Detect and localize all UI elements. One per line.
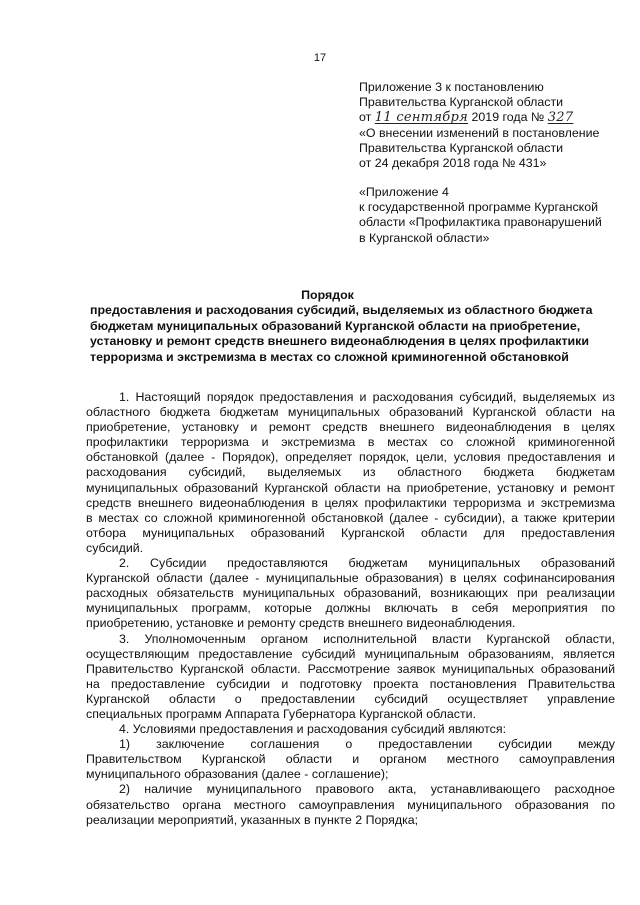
paragraph (86, 737, 615, 782)
appendix-line: «О внесении изменений в постановление (359, 125, 600, 140)
handwritten-number: 327 (547, 110, 574, 126)
paragraph-line: специальных программ Аппарата Губернатора Курганской области. (86, 706, 477, 721)
paragraph-line: Правительство Курганской области. Рассмотрение заявок муниципальных образований (86, 661, 615, 676)
paragraph-line: приобретению, установке и ремонту средств внешнего видеонаблюдения. (86, 616, 516, 631)
paragraph-line: профилактики терроризма и экстремизма в местах со сложной криминогенной (86, 435, 615, 450)
paragraph-line: обстановкой (далее - Порядок), определяет порядок, цели, условия предоставления и (86, 450, 615, 465)
paragraph (86, 556, 615, 631)
paragraph-line: Курганской области (далее - муниципальные образования) в целях софинансирования (86, 571, 615, 586)
date-prefix: от (359, 110, 372, 125)
paragraph-line: субсидий. (86, 540, 144, 555)
title-line: установку и ремонт средств внешнего видеонаблюдения в целях профилактики (90, 334, 589, 349)
title-line: предоставления и расходования субсидий, выделяемых из областного бюджета (90, 303, 593, 318)
paragraph-line: обязательство органа местного самоуправления муниципального образования по (86, 797, 615, 812)
program-line: к государственной программе Курганской (359, 200, 599, 215)
program-header (359, 185, 629, 246)
paragraph-line: на предоставление субсидии и подготовку проекта постановления Правительства (86, 676, 615, 691)
paragraph-line: 2) наличие муниципального правового акта, устанавливающего расходное (119, 782, 615, 797)
appendix-header (359, 80, 629, 171)
paragraph-line: областного бюджета бюджетам муниципальных образований Курганской области на (86, 405, 615, 420)
paragraph (86, 782, 615, 827)
title-line: терроризма и экстремизма в местах со сложной криминогенной обстановкой (90, 349, 569, 364)
paragraph-line: в местах со сложной криминогенной обстановкой (далее - субсидии), а также критерии (86, 510, 615, 525)
document-title (90, 288, 593, 365)
paragraph-line: отбора муниципальных образований Курганской области для предоставления (86, 525, 615, 540)
program-line: области «Профилактика правонарушений (359, 215, 602, 230)
appendix-line: Приложение 3 к постановлению (359, 80, 544, 94)
date-middle: 2019 года № (471, 110, 545, 125)
program-line: в Курганской области» (359, 230, 490, 245)
paragraph-line: средств внешнего видеонаблюдения в целях профилактики терроризма и экстремизма (86, 495, 615, 510)
paragraph-line: 4. Условиями предоставления и расходования субсидий являются: (119, 722, 507, 737)
paragraph-line: муниципальных программ, которые должны включать в себя мероприятия по (86, 601, 615, 616)
title-line: Порядок (301, 288, 354, 302)
appendix-date-line (359, 110, 629, 125)
appendix-line: Правительства Курганской области (359, 95, 564, 110)
paragraph-line: приобретение, установку и ремонт средств внешнего видеонаблюдения в целях (86, 420, 615, 435)
paragraph-line: реализации мероприятий, указанных в пункте 2 Порядка; (86, 812, 419, 827)
appendix-line: Правительства Курганской области (359, 140, 564, 155)
title-line: бюджетам муниципальных образований Курганской области на приобретение, (90, 318, 581, 333)
paragraph-line: 1) заключение соглашения о предоставлении субсидии между (119, 737, 615, 752)
paragraph-line: осуществляющим предоставление субсидий муниципальным образованиям, является (86, 646, 615, 661)
paragraph-line: 3. Уполномоченным органом исполнительной власти Курганской области, (119, 631, 615, 646)
program-line: «Приложение 4 (359, 185, 449, 199)
page-number: 17 (313, 52, 327, 64)
paragraph (86, 722, 615, 737)
paragraph-line: 2. Субсидии предоставляются бюджетам муниципальных образований (119, 556, 615, 571)
paragraph-line: Правительством Курганской области и органом местного самоуправления (86, 752, 615, 767)
paragraph-line: расходования субсидий, выделяемых из областного бюджета бюджетам (86, 465, 615, 480)
paragraph-line: Курганской области о предоставлении субсидий осуществляет управление (86, 691, 615, 706)
paragraph (86, 390, 615, 556)
paragraph-line: расходных обязательств муниципальных образований, возникающих при реализации (86, 586, 615, 601)
handwritten-date: 11 сентября (374, 110, 469, 126)
paragraph (86, 632, 615, 723)
paragraph-line: муниципальных образований Курганской области на приобретение, установку и ремонт (86, 480, 615, 495)
paragraph-line: муниципального образования (далее - соглашение); (86, 767, 389, 782)
document-body (86, 390, 615, 828)
paragraph-line: 1. Настоящий порядок предоставления и расходования субсидий, выделяемых из (119, 390, 615, 404)
appendix-line: от 24 декабря 2018 года № 431» (359, 156, 547, 171)
